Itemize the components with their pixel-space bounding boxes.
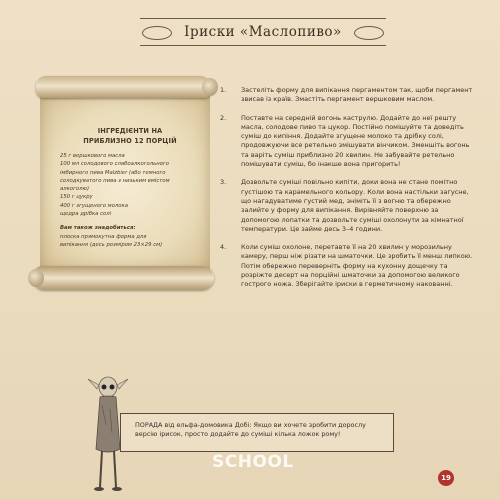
tip-box bbox=[120, 413, 394, 452]
ingredients-list bbox=[60, 152, 200, 218]
title-rule-bottom bbox=[140, 45, 386, 46]
title-banner bbox=[140, 14, 386, 50]
step-4 bbox=[215, 243, 477, 289]
equipment-item: випікання (десь розміром 23×29 см) bbox=[60, 241, 163, 248]
ingredient-item: 100 мл солодового слабоалкогольного bbox=[60, 161, 169, 168]
watermark-text: SCHOOL bbox=[212, 452, 294, 472]
ingredients-panel bbox=[60, 127, 200, 249]
ingredient-item: щедра дрібка солі bbox=[60, 211, 112, 218]
scroll-roll-top bbox=[36, 76, 212, 98]
equipment-list bbox=[60, 224, 200, 249]
step-number: 2. bbox=[220, 113, 227, 122]
flourish-left-icon bbox=[142, 26, 172, 40]
title-rule-top bbox=[140, 18, 386, 19]
scroll-roll-bottom bbox=[34, 266, 214, 290]
page-title: Іриски «Маслопиво» bbox=[184, 24, 342, 40]
ingredient-item: 150 г цукру bbox=[60, 194, 93, 201]
ingredient-item: алкоголю) bbox=[60, 186, 90, 193]
ingredient-item: 25 г вершкового масла bbox=[60, 153, 125, 159]
step-3 bbox=[215, 178, 477, 234]
step-text: Коли суміш охолоне, перетавте її на 20 хвилин у морозильну камеру, перш ніж різати на шматочки. Це зробить її менш липкою. Потім обережно переверніть форму на кухонну дощечку та розріжте десерт на порційні шматочки за допомогою великого гострого ножа. Зберігайте іриски в герметичному накованні. bbox=[241, 243, 473, 289]
ingredients-heading-line2: ПРИБЛИЗНО 12 ПОРЦІЙ bbox=[83, 136, 177, 145]
step-2 bbox=[215, 114, 477, 170]
step-number: 1. bbox=[220, 86, 227, 94]
flourish-right-icon bbox=[354, 26, 384, 40]
ingredient-item: солодкуватого пива з низьким вмістом bbox=[60, 177, 170, 184]
step-text: Поставте на середній вогонь каструлю. Додайте до неї решту масла, солодове пиво та цукор. Постійно помішуйте та доведіть суміш до кипіння. Додайте згущене молоко та дрібку солі, продовжуючи все ретельно змішувати вінчиком. Зменшіть вогонь та варіть суміш приблизно 20 хвилин. Не забувайте ретельно помішувати суміш, бо інакше вона пригорить! bbox=[241, 113, 470, 169]
step-text: Дозвольте суміші повільно кипіти, доки вона не стане помітно густішою та карамельного кольору. Коли вона настільки загусне, що нагадуватиме густий мед, зніміть її з вогню та обережно залийте у форму для випікання. Вирівняйте поверхню за допомогою лопатки та дозвольте суміші охолонути за кімнатної температури. Це займе десь 3–4 години. bbox=[241, 178, 469, 233]
ingredients-heading bbox=[60, 127, 200, 146]
equipment-heading: Вам також знадобиться: bbox=[60, 225, 136, 232]
ingredient-item: імбирного пива Malzbier (або темного bbox=[60, 169, 166, 176]
step-number: 4. bbox=[220, 243, 227, 252]
tip-text: ПОРАДА від ельфа-домовика Добі: Якщо ви хочете зробити дорослу версію ірисок, просто додайте до суміші кілька ложок рому! bbox=[135, 421, 366, 438]
step-1 bbox=[215, 86, 477, 105]
ingredients-heading-line1: ІНГРЕДІЄНТИ НА bbox=[97, 127, 163, 135]
method-steps bbox=[215, 86, 477, 299]
step-text: Застеліть форму для випікання пергаментом так, щоби пергамент звисав із країв. Змастіть пергамент вершковим маслом. bbox=[241, 86, 473, 104]
page-number-badge: 19 bbox=[438, 470, 454, 486]
ingredient-item: 400 г згущеного молока bbox=[60, 202, 128, 209]
equipment-item: плоска прямокутна форма для bbox=[60, 233, 147, 240]
step-number: 3. bbox=[220, 178, 227, 187]
